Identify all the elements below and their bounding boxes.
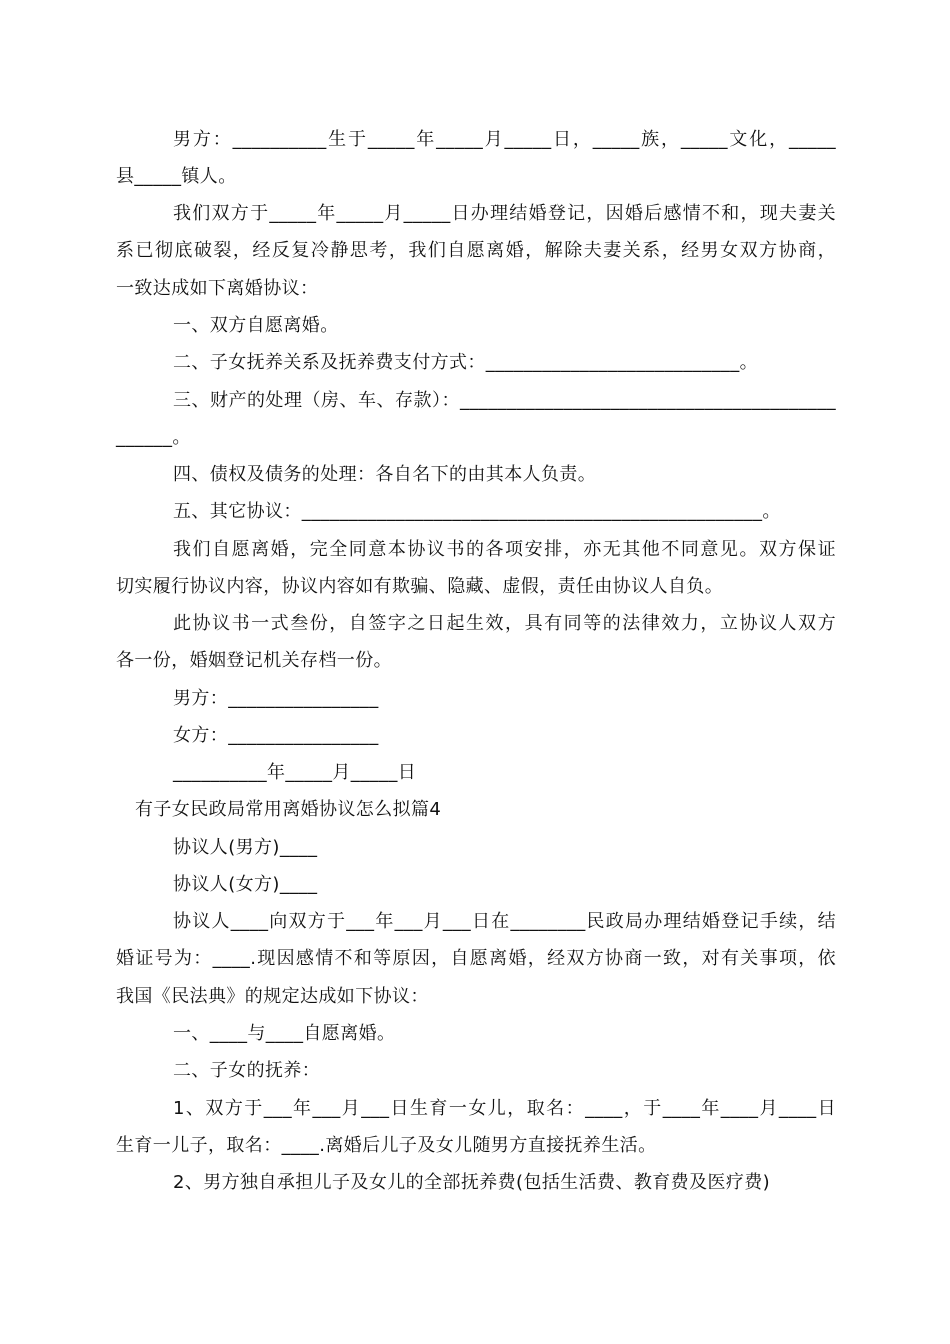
text-line: 我国《民法典》的规定达成如下协议： — [116, 986, 429, 1007]
text-line: 四、债权及债务的处理：各自名下的由其本人负责。 — [173, 464, 597, 485]
text-line: 一、____与____自愿离婚。 — [173, 1023, 396, 1044]
text-line: 五、其它协议：_________________________________________________。 — [173, 501, 781, 522]
signature-line-female: 女方：________________ — [173, 725, 379, 746]
section-heading: 有子女民政局常用离婚协议怎么拟篇4 — [135, 799, 442, 820]
text-line: 二、子女抚养关系及抚养费支付方式：___________________________。 — [173, 352, 758, 373]
text-line: 各一份，婚姻登记机关存档一份。 — [116, 650, 392, 671]
text-line: 二、子女的抚养： — [173, 1060, 321, 1081]
text-line: 一、双方自愿离婚。 — [173, 315, 339, 336]
text-line: 县_____镇人。 — [116, 166, 237, 187]
text-line: 切实履行协议内容，协议内容如有欺骗、隐藏、虚假，责任由协议人自负。 — [116, 576, 724, 597]
text-line: 1、双方于___年___月___日生育一女儿，取名：____，于____年____月____日 — [173, 1098, 836, 1119]
text-line: 婚证号为：____.现因感情不和等原因，自愿离婚，经双方协商一致，对有关事项，依 — [116, 948, 836, 969]
date-line: __________年_____月_____日 — [173, 762, 417, 783]
text-line: 男方：__________生于_____年_____月_____日，_____族，_____文化，_____ — [173, 129, 836, 150]
text-line: 协议人(女方)____ — [173, 874, 318, 895]
text-line: 此协议书一式叁份，自签字之日起生效，具有同等的法律效力，立协议人双方 — [173, 613, 836, 634]
text-line: 生育一儿子，取名：____.离婚后儿子及女儿随男方直接抚养生活。 — [116, 1135, 657, 1156]
text-line: 系已彻底破裂，经反复冷静思考，我们自愿离婚，解除夫妻关系，经男女双方协商， — [116, 240, 836, 261]
signature-line-male: 男方：________________ — [173, 688, 379, 709]
text-line: 我们双方于_____年_____月_____日办理结婚登记，因婚后感情不和，现夫妻关 — [173, 203, 836, 224]
text-line: 2、男方独自承担儿子及女儿的全部抚养费(包括生活费、教育费及医疗费) — [173, 1172, 771, 1193]
text-line: 一致达成如下离婚协议： — [116, 278, 319, 299]
text-line: 协议人____向双方于___年___月___日在________民政局办理结婚登记手续，结 — [173, 911, 836, 932]
text-line: 协议人(男方)____ — [173, 837, 318, 858]
text-line: 三、财产的处理（房、车、存款）：________________________________________ — [173, 390, 836, 411]
text-line: 我们自愿离婚，完全同意本协议书的各项安排，亦无其他不同意见。双方保证 — [173, 539, 836, 560]
text-line: ______。 — [116, 427, 191, 448]
